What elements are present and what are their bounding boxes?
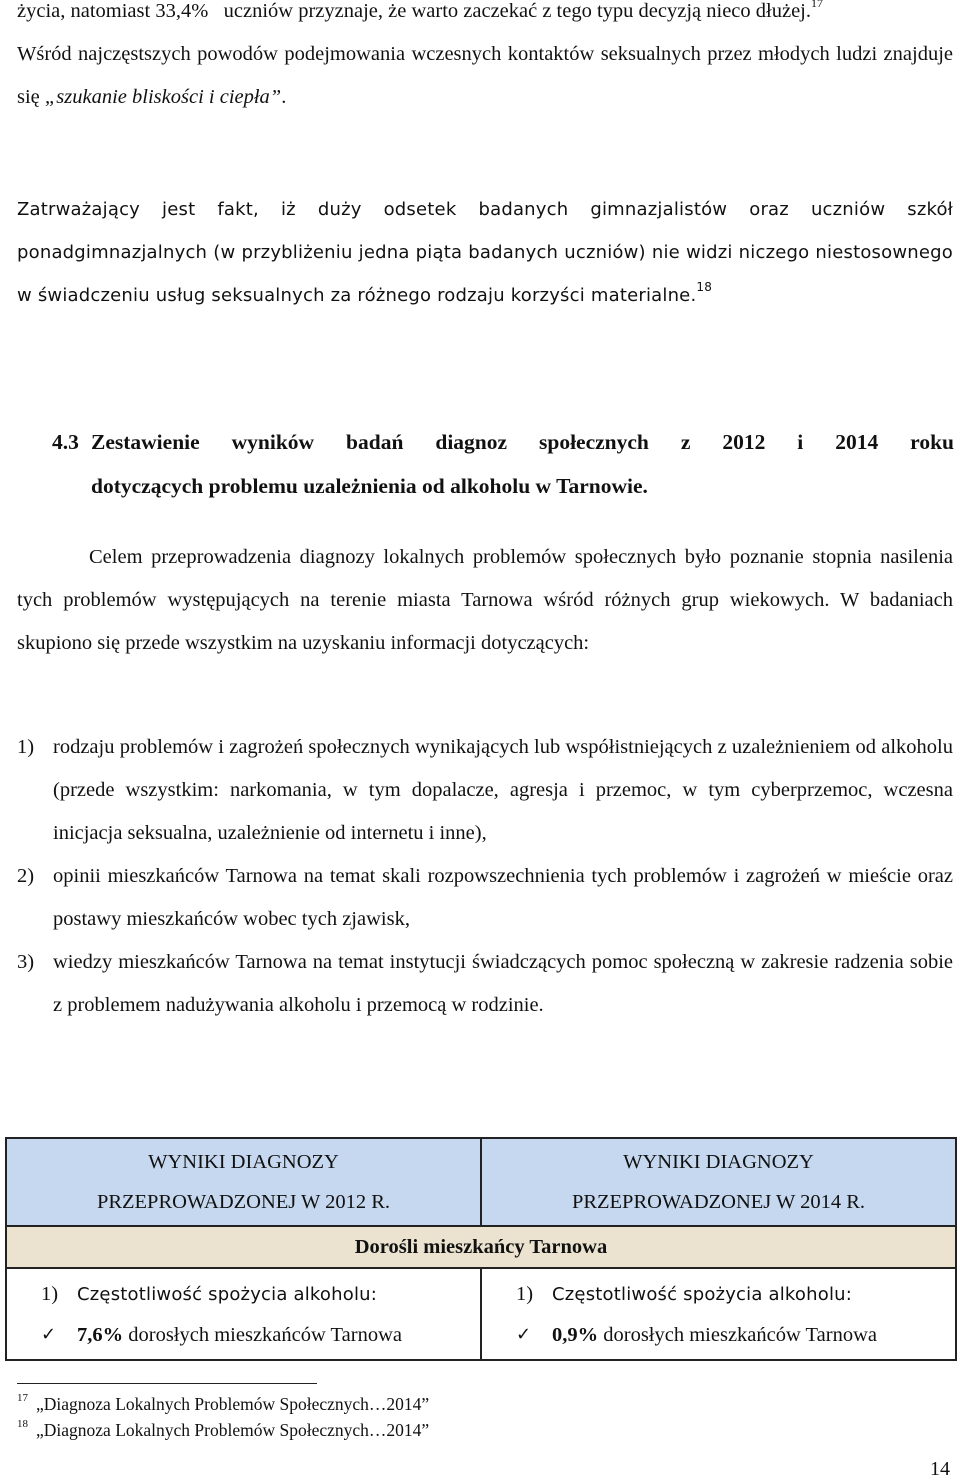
footnote-18: $^{18}$ „Diagnoza Lokalnych Problemów Społecznych…2014” bbox=[17, 1418, 430, 1440]
italic-quote: „szukanie bliskości i ciepła” bbox=[44, 86, 282, 108]
paragraph-purpose bbox=[17, 536, 953, 665]
section-title-line2: dotyczących problemu uzależnienia od alkoholu w Tarnowie. bbox=[91, 474, 648, 498]
list-item bbox=[17, 941, 953, 1027]
list-number: 2) bbox=[17, 865, 35, 887]
list-item-text: opinii mieszkańców Tarnowa na temat skali rozpowszechnienia tych problemów i zagrożeń w mieście oraz postawy mieszkańców wobec tych zjawisk, bbox=[53, 865, 953, 930]
numbered-list bbox=[17, 726, 953, 1027]
table-header-2014: WYNIKI DIAGNOZY PRZEPROWADZONEJ W 2014 R. bbox=[481, 1138, 956, 1226]
table-header-2012: WYNIKI DIAGNOZY PRZEPROWADZONEJ W 2012 R. bbox=[6, 1138, 481, 1226]
check-icon: ✓ bbox=[516, 1323, 532, 1345]
value-2014: 0,9% bbox=[552, 1323, 599, 1346]
paragraph-alarming bbox=[17, 188, 953, 317]
paragraph-text: życia, natomiast 33,4% bbox=[17, 0, 209, 22]
footnote-17: $^{17}$ „Diagnoza Lokalnych Problemów Społecznych…2014” bbox=[17, 1392, 430, 1414]
footnote-ref-18[interactable]: 18 bbox=[696, 280, 713, 294]
list-item-text: wiedzy mieszkańców Tarnowa na temat instytucji świadczących pomoc społeczną w zakresie radzenia sobie z problemem nadużywania alkoholu i przemocą w rodzinie. bbox=[53, 951, 953, 1016]
cell-label-row: 1) Częstotliwość spożycia alkoholu: bbox=[41, 1282, 378, 1305]
section-heading bbox=[52, 420, 954, 508]
paragraph-text: Celem przeprowadzenia diagnozy lokalnych problemów społecznych było poznanie stopnia nasilenia tych problemów występujących na terenie miasta Tarnowa wśród różnych grup wiekowych. W badaniach skupiono się przede wszystkim na uzyskaniu informacji dotyczących: bbox=[17, 546, 953, 654]
value-2012: 7,6% bbox=[77, 1323, 124, 1346]
table-cell-2014 bbox=[481, 1268, 956, 1360]
list-number: 3) bbox=[17, 951, 35, 973]
cell-value-row: ✓ 0,9% dorosłych mieszkańców Tarnowa bbox=[516, 1315, 955, 1355]
paragraph-text: Wśród najczęstszych powodów podejmowania wczesnych kontaktów seksualnych przez młodych ludzi znajduje się bbox=[17, 43, 953, 108]
results-table bbox=[5, 1137, 957, 1361]
paragraph-text: uczniów przyznaje, że warto zaczekać z tego typu decyzją nieco dłużej. bbox=[223, 0, 811, 22]
cell-label-row: 1) Częstotliwość spożycia alkoholu: bbox=[516, 1282, 853, 1305]
section-number: 4.3 bbox=[52, 430, 79, 454]
footnote-ref-17[interactable]: 17 bbox=[811, 0, 823, 10]
paragraph-text: Zatrważający jest fakt, iż duży odsetek badanych gimnazjalistów oraz uczniów szkół ponadgimnazjalnych (w przybliżeniu jedna piąta badanych uczniów) nie widzi niczego niestosownego w świadczeniu usług seksualnych za różnego rodzaju korzyści materialne. bbox=[17, 199, 953, 306]
list-item bbox=[17, 855, 953, 941]
page-number: 14 bbox=[930, 1458, 950, 1480]
cell-value-row: ✓ 7,6% dorosłych mieszkańców Tarnowa bbox=[41, 1315, 480, 1355]
list-item bbox=[17, 726, 953, 855]
list-item-text: rodzaju problemów i zagrożeń społecznych wynikających lub współistniejących z uzależnieniem od alkoholu (przede wszystkim: narkomania, w tym dopalacze, agresja i przemoc, w tym cyberprzemoc, wczesna inicjacja seksualna, uzależnienie od internetu i inne), bbox=[53, 736, 953, 844]
paragraph-intro: życia, natomiast 33,4% uczniów przyznaje, że warto zaczekać z tego typu decyzją nieco dłużej.$^{17}$ Wśród najczęstszych powodów podejmowania wczesnych kontaktów seksualnych przez młodych ludzi znajduje się „szukanie bliskości i ciepła”. bbox=[17, 0, 953, 119]
check-icon: ✓ bbox=[41, 1323, 57, 1345]
footnote-separator bbox=[17, 1383, 317, 1384]
table-group-row: Dorośli mieszkańcy Tarnowa bbox=[6, 1226, 956, 1268]
section-title-line1: Zestawienie wyników badań diagnoz społecznych z 2012 i 2014 roku bbox=[91, 430, 954, 454]
table-cell-2012 bbox=[6, 1268, 481, 1360]
list-number: 1) bbox=[17, 736, 35, 758]
